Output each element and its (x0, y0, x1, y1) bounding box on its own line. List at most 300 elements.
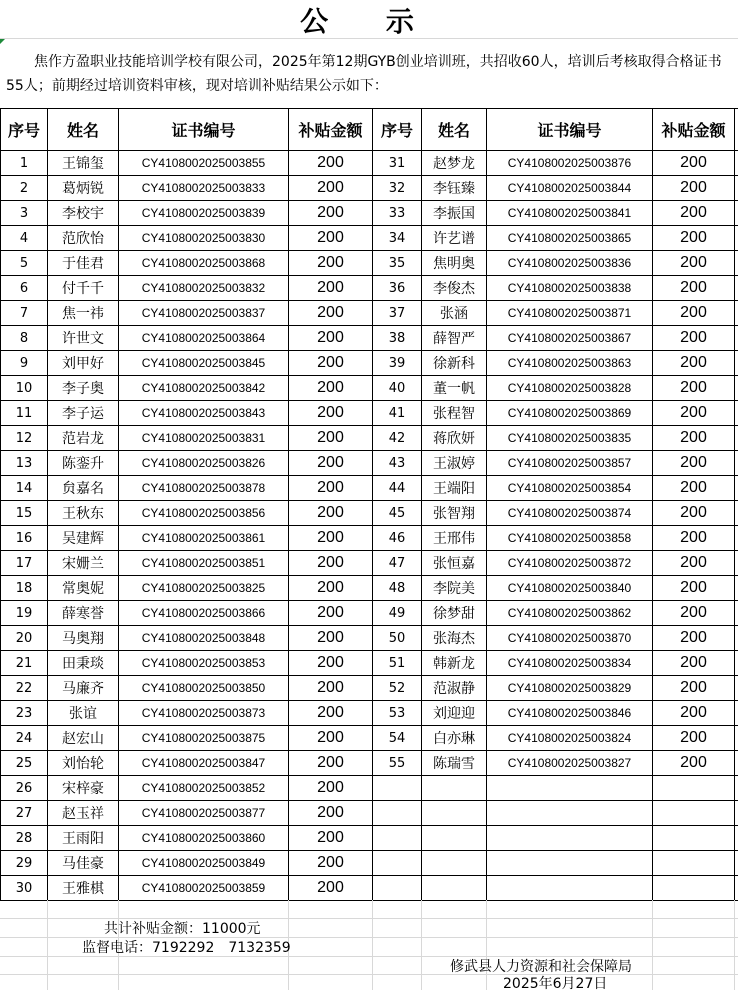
seq-cell: 20 (1, 626, 48, 651)
notice-title: 公 示 (0, 2, 738, 42)
grid-edge (735, 751, 738, 776)
cert-number-cell: CY4108002025003866 (119, 601, 289, 626)
amount-cell: 200 (653, 201, 735, 226)
name-cell (422, 801, 487, 826)
cert-number-cell: CY4108002025003859 (119, 876, 289, 901)
table-row (1, 151, 738, 176)
amount-cell: 200 (289, 451, 373, 476)
name-cell: 薛智严 (422, 326, 487, 351)
seq-cell: 50 (373, 626, 422, 651)
cert-number-cell: CY4108002025003860 (119, 826, 289, 851)
seq-cell: 44 (373, 476, 422, 501)
seq-cell: 54 (373, 726, 422, 751)
grid-line (652, 900, 653, 990)
header-seq: 序号 (1, 109, 48, 151)
phone-number: 7192292 (152, 940, 214, 956)
seq-cell: 34 (373, 226, 422, 251)
seq-cell: 22 (1, 676, 48, 701)
amount-cell: 200 (653, 676, 735, 701)
amount-cell: 200 (289, 676, 373, 701)
cert-number-cell: CY4108002025003865 (487, 226, 653, 251)
table-row (1, 576, 738, 601)
amount-cell: 200 (289, 176, 373, 201)
amount-cell: 200 (653, 226, 735, 251)
seq-cell: 43 (373, 451, 422, 476)
table-row (1, 501, 738, 526)
name-cell: 马奥翔 (48, 626, 119, 651)
amount-cell: 200 (289, 526, 373, 551)
phone-number: 7132359 (228, 940, 290, 956)
amount-cell (653, 801, 735, 826)
name-cell: 董一帆 (422, 376, 487, 401)
cert-number-cell: CY4108002025003832 (119, 276, 289, 301)
seq-cell: 40 (373, 376, 422, 401)
cert-number-cell: CY4108002025003870 (487, 626, 653, 651)
name-cell (422, 776, 487, 801)
table-row (1, 526, 738, 551)
seq-cell: 42 (373, 426, 422, 451)
amount-cell: 200 (653, 751, 735, 776)
amount-cell: 200 (289, 351, 373, 376)
name-cell: 于佳君 (48, 251, 119, 276)
grid-edge (735, 251, 738, 276)
seq-cell: 32 (373, 176, 422, 201)
seq-cell: 10 (1, 376, 48, 401)
name-cell: 范淑静 (422, 676, 487, 701)
cert-number-cell: CY4108002025003828 (487, 376, 653, 401)
name-cell (422, 826, 487, 851)
cert-number-cell: CY4108002025003863 (487, 351, 653, 376)
name-cell: 白亦琳 (422, 726, 487, 751)
header-amount: 补贴金额 (653, 109, 735, 151)
amount-cell: 200 (289, 826, 373, 851)
grid-edge (735, 109, 738, 151)
amount-cell: 200 (653, 526, 735, 551)
amount-cell: 200 (653, 476, 735, 501)
header-cert: 证书编号 (119, 109, 289, 151)
name-cell: 张涵 (422, 301, 487, 326)
cert-number-cell: CY4108002025003855 (119, 151, 289, 176)
cert-number-cell: CY4108002025003871 (487, 301, 653, 326)
cert-number-cell: CY4108002025003827 (487, 751, 653, 776)
seq-cell (373, 826, 422, 851)
subsidy-table (0, 108, 738, 901)
amount-cell: 200 (653, 151, 735, 176)
seq-cell: 55 (373, 751, 422, 776)
cert-number-cell: CY4108002025003824 (487, 726, 653, 751)
table-row (1, 651, 738, 676)
grid-edge (735, 851, 738, 876)
amount-cell: 200 (289, 326, 373, 351)
amount-cell: 200 (653, 576, 735, 601)
name-cell: 王锦玺 (48, 151, 119, 176)
cert-number-cell: CY4108002025003826 (119, 451, 289, 476)
cert-number-cell: CY4108002025003834 (487, 651, 653, 676)
grid-edge (735, 676, 738, 701)
seq-cell: 17 (1, 551, 48, 576)
cert-number-cell (487, 776, 653, 801)
grid-edge (735, 351, 738, 376)
seq-cell: 8 (1, 326, 48, 351)
table-row (1, 676, 738, 701)
amount-cell: 200 (289, 201, 373, 226)
seq-cell: 23 (1, 701, 48, 726)
amount-cell: 200 (653, 651, 735, 676)
name-cell: 许艺谱 (422, 226, 487, 251)
seq-cell: 36 (373, 276, 422, 301)
name-cell: 贠嘉名 (48, 476, 119, 501)
cert-number-cell: CY4108002025003874 (487, 501, 653, 526)
seq-cell: 15 (1, 501, 48, 526)
name-cell: 许世文 (48, 326, 119, 351)
cert-number-cell: CY4108002025003851 (119, 551, 289, 576)
seq-cell: 4 (1, 226, 48, 251)
name-cell: 李俊杰 (422, 276, 487, 301)
grid-edge (735, 176, 738, 201)
amount-cell: 200 (653, 401, 735, 426)
cert-number-cell: CY4108002025003850 (119, 676, 289, 701)
seq-cell: 24 (1, 726, 48, 751)
amount-cell: 200 (289, 651, 373, 676)
amount-cell: 200 (653, 251, 735, 276)
cert-number-cell: CY4108002025003875 (119, 726, 289, 751)
cert-number-cell: CY4108002025003829 (487, 676, 653, 701)
seq-cell: 30 (1, 876, 48, 901)
name-cell: 刘迎迎 (422, 701, 487, 726)
seq-cell: 13 (1, 451, 48, 476)
grid-edge (735, 876, 738, 901)
name-cell: 常奥妮 (48, 576, 119, 601)
cert-number-cell (487, 826, 653, 851)
cert-number-cell: CY4108002025003841 (487, 201, 653, 226)
table-row (1, 851, 738, 876)
seq-cell: 19 (1, 601, 48, 626)
name-cell: 马廉齐 (48, 676, 119, 701)
cert-number-cell: CY4108002025003830 (119, 226, 289, 251)
seq-cell: 9 (1, 351, 48, 376)
amount-cell: 200 (653, 176, 735, 201)
name-cell: 范欣怡 (48, 226, 119, 251)
grid-edge (735, 551, 738, 576)
header-name: 姓名 (48, 109, 119, 151)
grid-line (47, 900, 48, 990)
amount-cell: 200 (289, 801, 373, 826)
grid-edge (735, 201, 738, 226)
name-cell: 李子运 (48, 401, 119, 426)
seq-cell: 47 (373, 551, 422, 576)
name-cell: 陈瑞雪 (422, 751, 487, 776)
seq-cell: 5 (1, 251, 48, 276)
table-row (1, 426, 738, 451)
name-cell: 王秋东 (48, 501, 119, 526)
name-cell: 李院美 (422, 576, 487, 601)
grid-edge (735, 601, 738, 626)
cert-number-cell: CY4108002025003848 (119, 626, 289, 651)
name-cell: 赵玉祥 (48, 801, 119, 826)
table-row (1, 201, 738, 226)
cell-marker-icon (0, 39, 5, 44)
seq-cell: 25 (1, 751, 48, 776)
name-cell: 宋梓豪 (48, 776, 119, 801)
grid-edge (735, 226, 738, 251)
amount-cell: 200 (653, 426, 735, 451)
name-cell: 王雨阳 (48, 826, 119, 851)
seq-cell: 49 (373, 601, 422, 626)
header-cert: 证书编号 (487, 109, 653, 151)
seq-cell: 21 (1, 651, 48, 676)
grid-edge (735, 651, 738, 676)
cert-number-cell: CY4108002025003833 (119, 176, 289, 201)
seq-cell: 16 (1, 526, 48, 551)
name-cell: 薛寒誉 (48, 601, 119, 626)
grid-edge (735, 301, 738, 326)
grid-edge (735, 826, 738, 851)
seq-cell: 1 (1, 151, 48, 176)
amount-cell (653, 851, 735, 876)
seq-cell: 53 (373, 701, 422, 726)
name-cell: 徐新科 (422, 351, 487, 376)
amount-cell: 200 (653, 351, 735, 376)
seq-cell: 14 (1, 476, 48, 501)
amount-cell: 200 (289, 776, 373, 801)
table-row (1, 351, 738, 376)
grid-line (486, 900, 487, 990)
cert-number-cell: CY4108002025003861 (119, 526, 289, 551)
grid-line (734, 900, 735, 990)
amount-cell: 200 (289, 501, 373, 526)
cert-number-cell: CY4108002025003869 (487, 401, 653, 426)
cert-number-cell: CY4108002025003876 (487, 151, 653, 176)
seq-cell (373, 776, 422, 801)
table-row (1, 451, 738, 476)
cert-number-cell: CY4108002025003831 (119, 426, 289, 451)
header-amount: 补贴金额 (289, 109, 373, 151)
amount-cell: 200 (289, 476, 373, 501)
grid-edge (735, 626, 738, 651)
table-row (1, 701, 738, 726)
amount-cell: 200 (653, 501, 735, 526)
cert-number-cell: CY4108002025003836 (487, 251, 653, 276)
grid-edge (735, 326, 738, 351)
name-cell: 张程智 (422, 401, 487, 426)
amount-cell: 200 (289, 301, 373, 326)
seq-cell: 18 (1, 576, 48, 601)
amount-cell: 200 (289, 276, 373, 301)
table-row (1, 301, 738, 326)
name-cell: 赵宏山 (48, 726, 119, 751)
seq-cell: 3 (1, 201, 48, 226)
table-row (1, 626, 738, 651)
cert-number-cell: CY4108002025003843 (119, 401, 289, 426)
seq-cell: 48 (373, 576, 422, 601)
amount-cell (653, 826, 735, 851)
amount-cell: 200 (289, 626, 373, 651)
seq-cell: 37 (373, 301, 422, 326)
seq-cell: 38 (373, 326, 422, 351)
cert-number-cell: CY4108002025003858 (487, 526, 653, 551)
seq-cell: 26 (1, 776, 48, 801)
grid-edge (735, 451, 738, 476)
grid-edge (735, 376, 738, 401)
cert-number-cell: CY4108002025003856 (119, 501, 289, 526)
cert-number-cell: CY4108002025003868 (119, 251, 289, 276)
cert-number-cell: CY4108002025003845 (119, 351, 289, 376)
supervision-phone (82, 937, 305, 957)
amount-cell: 200 (653, 326, 735, 351)
cert-number-cell: CY4108002025003873 (119, 701, 289, 726)
cert-number-cell: CY4108002025003872 (487, 551, 653, 576)
cert-number-cell: CY4108002025003849 (119, 851, 289, 876)
grid-edge (735, 776, 738, 801)
name-cell: 田秉琰 (48, 651, 119, 676)
seq-cell: 45 (373, 501, 422, 526)
cert-number-cell (487, 801, 653, 826)
table-row (1, 876, 738, 901)
table-row (1, 476, 738, 501)
name-cell: 张海杰 (422, 626, 487, 651)
name-cell: 宋姗兰 (48, 551, 119, 576)
grid-edge (735, 576, 738, 601)
seq-cell: 28 (1, 826, 48, 851)
amount-cell: 200 (653, 451, 735, 476)
name-cell: 李振国 (422, 201, 487, 226)
amount-cell: 200 (653, 301, 735, 326)
amount-cell: 200 (289, 401, 373, 426)
amount-cell: 200 (289, 376, 373, 401)
cert-number-cell: CY4108002025003867 (487, 326, 653, 351)
name-cell: 刘怡轮 (48, 751, 119, 776)
cert-number-cell: CY4108002025003862 (487, 601, 653, 626)
table-row (1, 401, 738, 426)
cert-number-cell: CY4108002025003835 (487, 426, 653, 451)
grid-edge (735, 701, 738, 726)
table-row (1, 776, 738, 801)
amount-cell: 200 (289, 726, 373, 751)
amount-cell: 200 (653, 276, 735, 301)
amount-cell: 200 (289, 426, 373, 451)
amount-cell: 200 (289, 551, 373, 576)
seq-cell: 46 (373, 526, 422, 551)
amount-cell (653, 876, 735, 901)
seq-cell: 39 (373, 351, 422, 376)
cert-number-cell: CY4108002025003878 (119, 476, 289, 501)
cert-number-cell: CY4108002025003852 (119, 776, 289, 801)
header-seq: 序号 (373, 109, 422, 151)
grid-line (421, 900, 422, 990)
name-cell: 焦一祎 (48, 301, 119, 326)
amount-cell: 200 (653, 551, 735, 576)
amount-cell: 200 (289, 751, 373, 776)
table-body (1, 151, 738, 901)
amount-cell: 200 (289, 701, 373, 726)
grid-line (372, 900, 373, 990)
seq-cell: 41 (373, 401, 422, 426)
header-name: 姓名 (422, 109, 487, 151)
issue-date: 2025年6月27日 (503, 973, 607, 993)
name-cell: 张恒嘉 (422, 551, 487, 576)
name-cell: 韩新龙 (422, 651, 487, 676)
issuing-authority: 修武县人力资源和社会保障局 (450, 956, 632, 976)
cert-number-cell: CY4108002025003837 (119, 301, 289, 326)
cert-number-cell: CY4108002025003838 (487, 276, 653, 301)
table-row (1, 326, 738, 351)
amount-cell: 200 (653, 726, 735, 751)
table-row (1, 376, 738, 401)
seq-cell: 6 (1, 276, 48, 301)
amount-cell: 200 (653, 626, 735, 651)
amount-cell: 200 (289, 251, 373, 276)
table-row (1, 601, 738, 626)
seq-cell: 52 (373, 676, 422, 701)
seq-cell: 2 (1, 176, 48, 201)
name-cell: 张智翔 (422, 501, 487, 526)
cert-number-cell (487, 851, 653, 876)
cert-number-cell: CY4108002025003853 (119, 651, 289, 676)
name-cell: 付千千 (48, 276, 119, 301)
amount-cell: 200 (289, 151, 373, 176)
table-row (1, 276, 738, 301)
notice-intro: 焦作方盈职业技能培训学校有限公司，2025年第12期GYB创业培训班，共招收60人，培训后考核取得合格证书55人；前期经过培训资料审核，现对培训补贴结果公示如下： (6, 50, 734, 98)
amount-cell: 200 (653, 601, 735, 626)
seq-cell (373, 876, 422, 901)
seq-cell: 35 (373, 251, 422, 276)
amount-cell: 200 (289, 851, 373, 876)
name-cell: 葛炳锐 (48, 176, 119, 201)
name-cell: 王邢伟 (422, 526, 487, 551)
grid-edge (735, 726, 738, 751)
name-cell: 王雅棋 (48, 876, 119, 901)
name-cell: 范岩龙 (48, 426, 119, 451)
seq-cell (373, 801, 422, 826)
cert-number-cell: CY4108002025003877 (119, 801, 289, 826)
grid-edge (735, 151, 738, 176)
cert-number-cell: CY4108002025003857 (487, 451, 653, 476)
table-row (1, 176, 738, 201)
table-row (1, 801, 738, 826)
seq-cell: 7 (1, 301, 48, 326)
cert-number-cell: CY4108002025003825 (119, 576, 289, 601)
grid-edge (735, 801, 738, 826)
grid-edge (735, 476, 738, 501)
name-cell (422, 851, 487, 876)
phone-label: 监督电话： (82, 940, 152, 956)
table-header-row (1, 109, 738, 151)
seq-cell: 33 (373, 201, 422, 226)
name-cell: 赵梦龙 (422, 151, 487, 176)
name-cell: 李钰臻 (422, 176, 487, 201)
table-row (1, 251, 738, 276)
amount-cell: 200 (653, 376, 735, 401)
amount-cell: 200 (653, 701, 735, 726)
seq-cell: 31 (373, 151, 422, 176)
name-cell: 马佳豪 (48, 851, 119, 876)
seq-cell: 27 (1, 801, 48, 826)
table-row (1, 226, 738, 251)
cert-number-cell: CY4108002025003839 (119, 201, 289, 226)
seq-cell: 12 (1, 426, 48, 451)
name-cell: 陈銮升 (48, 451, 119, 476)
grid-edge (735, 526, 738, 551)
table-row (1, 751, 738, 776)
grid-edge (735, 401, 738, 426)
name-cell: 李校宇 (48, 201, 119, 226)
name-cell: 张谊 (48, 701, 119, 726)
name-cell (422, 876, 487, 901)
cert-number-cell: CY4108002025003840 (487, 576, 653, 601)
cert-number-cell: CY4108002025003847 (119, 751, 289, 776)
cert-number-cell: CY4108002025003864 (119, 326, 289, 351)
amount-cell: 200 (289, 576, 373, 601)
